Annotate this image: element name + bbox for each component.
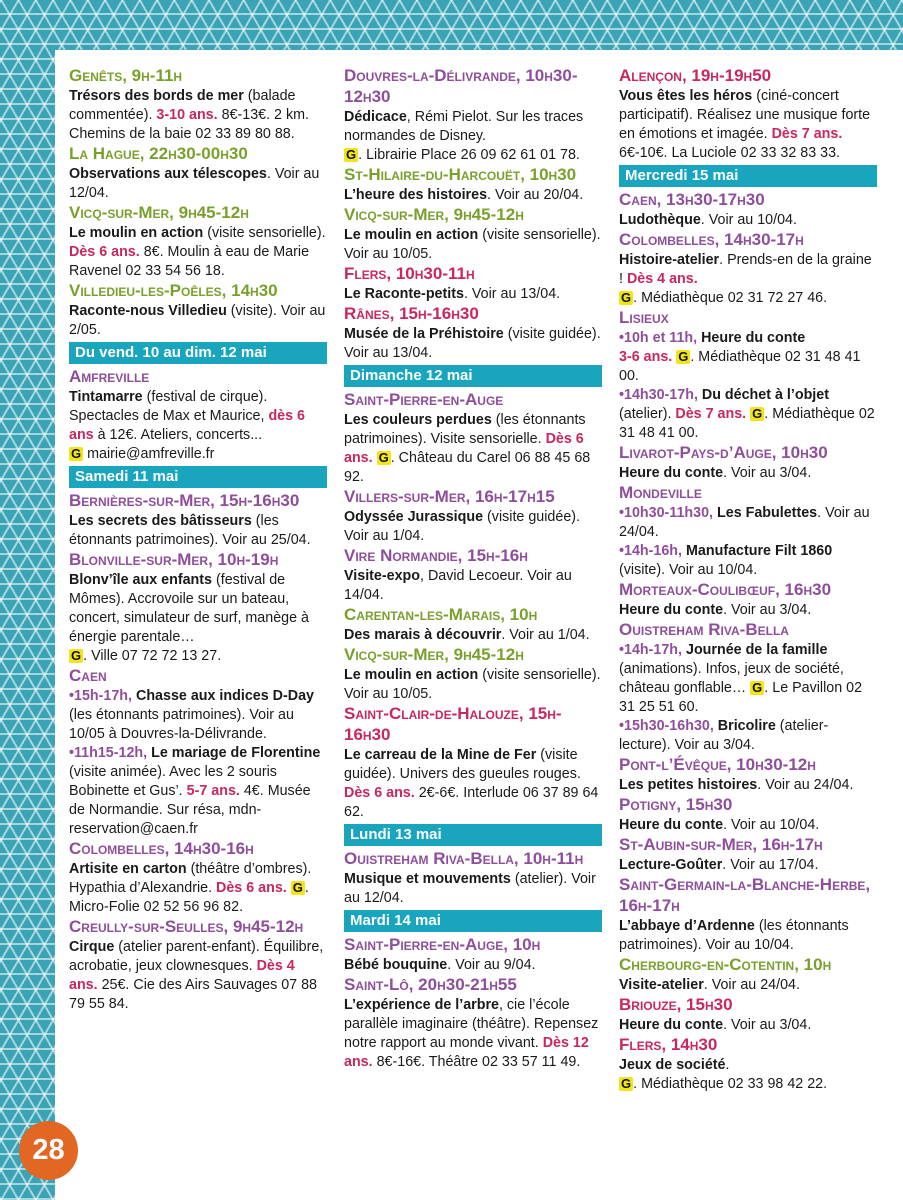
event-saint-lo bbox=[344, 975, 602, 1072]
event-st-hilaire bbox=[344, 165, 602, 205]
event-douvres bbox=[344, 66, 602, 165]
event-title: Heure du conte bbox=[619, 465, 724, 481]
event-text: . Voir au 3/04. bbox=[723, 1017, 812, 1033]
event-location: La Hague, 22h30-00h30 bbox=[69, 144, 248, 163]
event-title: Le moulin en action bbox=[344, 667, 479, 683]
event-genets bbox=[69, 66, 327, 144]
age-badge: Dès 6 ans. bbox=[69, 244, 140, 260]
event-text: 8€-16€. Théâtre 02 33 57 11 49. bbox=[372, 1054, 581, 1070]
event-text: . Voir au 10/04. bbox=[723, 817, 820, 833]
event-villedieu bbox=[69, 281, 327, 340]
event-text: (visite guidée). Voir au 1/04. bbox=[344, 509, 581, 544]
event-flers bbox=[619, 1035, 877, 1094]
event-time: •11h15-12h, bbox=[69, 745, 148, 761]
event-time: •15h-17h, bbox=[69, 688, 133, 704]
event-text: (visite sensorielle). Voir au 10/05. bbox=[344, 667, 601, 702]
event-location: Potigny, 15h30 bbox=[619, 795, 733, 814]
event-title: Musique et mouvements bbox=[344, 871, 511, 887]
event-vicq bbox=[344, 645, 602, 704]
event-title: Manufacture Filt 1860 bbox=[682, 543, 833, 559]
event-title: Les petites histoires bbox=[619, 777, 758, 793]
date-header: Mardi 14 mai bbox=[344, 910, 602, 932]
event-text: 6€-10€. La Luciole 02 33 32 83 33. bbox=[619, 145, 840, 161]
age-badge: 5-7 ans. bbox=[186, 783, 240, 799]
event-title: Les couleurs perdues bbox=[344, 412, 492, 428]
event-location: Ouistreham Riva-Bella, 10h-11h bbox=[344, 849, 584, 868]
event-potigny bbox=[619, 795, 877, 835]
age-badge: Dès 7 ans. bbox=[675, 406, 747, 422]
event-carentan bbox=[344, 605, 602, 645]
event-text: . Voir au 1/04. bbox=[501, 627, 590, 643]
event-title: L’heure des histoires bbox=[344, 187, 488, 203]
agenda-page bbox=[55, 50, 903, 1200]
event-text: (théâtre d’ombres). Hypathia d’Alexandrie. bbox=[69, 861, 312, 896]
event-time: •10h et 11h, bbox=[619, 330, 698, 346]
g-icon: G bbox=[678, 349, 689, 364]
event-vire bbox=[344, 546, 602, 605]
event-text: . Médiathèque 02 31 72 27 46. bbox=[633, 290, 828, 306]
event-location: Ouistreham Riva-Bella bbox=[619, 620, 789, 639]
event-text: . bbox=[725, 1057, 730, 1073]
event-title: Heure du conte bbox=[619, 817, 724, 833]
event-title: Jeux de société bbox=[619, 1057, 726, 1073]
event-text: . Voir au 12/04. bbox=[69, 166, 320, 201]
event-villers bbox=[344, 487, 602, 546]
event-text: . Librairie Place 26 09 62 61 01 78. bbox=[358, 147, 580, 163]
g-icon: G bbox=[752, 680, 763, 695]
age-badge: Dès 4 ans. bbox=[69, 958, 295, 993]
event-location: Pont-l’Évêque, 10h30-12h bbox=[619, 755, 816, 774]
date-header: Lundi 13 mai bbox=[344, 824, 602, 846]
event-lisieux bbox=[619, 308, 877, 443]
event-cherbourg bbox=[619, 955, 877, 995]
event-text: (visite guidée). Voir au 13/04. bbox=[344, 326, 601, 361]
event-location: Colombelles, 14h30-17h bbox=[619, 230, 804, 249]
g-icon: G bbox=[621, 1076, 632, 1091]
event-location: St-Hilaire-du-Harcouët, 10h30 bbox=[344, 165, 577, 184]
event-text: 25€. Cie des Airs Sauvages 07 88 79 55 84. bbox=[69, 977, 317, 1012]
event-text: (les étonnants patrimoines). Voir au 25/04. bbox=[69, 513, 311, 548]
g-icon: G bbox=[621, 290, 632, 305]
event-title: Les Fabulettes bbox=[713, 505, 818, 521]
event-text: . Voir au 24/04. bbox=[619, 505, 870, 540]
event-text: (visite guidée). Univers des gueules rouges. bbox=[344, 747, 581, 782]
event-ouistreham bbox=[344, 849, 602, 908]
g-icon: G bbox=[292, 880, 303, 895]
event-text: . Le Pavillon 02 31 25 51 60. bbox=[619, 680, 863, 715]
event-title: Heure du conte bbox=[619, 602, 724, 618]
column-3 bbox=[619, 66, 877, 1094]
g-icon: G bbox=[71, 446, 82, 461]
event-text: (atelier). Voir au 12/04. bbox=[344, 871, 596, 906]
event-title: Odyssée Jurassique bbox=[344, 509, 484, 525]
event-caen bbox=[619, 190, 877, 230]
event-location: Cherbourg-en-Cotentin, 10h bbox=[619, 955, 832, 974]
event-title: Journée de la famille bbox=[682, 642, 828, 658]
event-text: . Voir au 24/04. bbox=[703, 977, 800, 993]
event-text: . Médiathèque 02 33 98 42 22. bbox=[633, 1076, 828, 1092]
event-time: •14h30-17h, bbox=[619, 387, 698, 403]
event-title: Vous êtes les héros bbox=[619, 88, 753, 104]
event-text: , David Lecoeur. Voir au 14/04. bbox=[344, 568, 572, 603]
event-title: Observations aux télescopes bbox=[69, 166, 267, 182]
event-location: Creully-sur-Seulles, 9h45-12h bbox=[69, 917, 304, 936]
event-title: Chasse aux indices D-Day bbox=[132, 688, 314, 704]
event-colombelles bbox=[619, 230, 877, 308]
event-location: Alençon, 19h-19h50 bbox=[619, 66, 772, 85]
event-title: Heure du conte bbox=[619, 1017, 724, 1033]
age-badge: Dès 6 ans. bbox=[216, 880, 287, 896]
event-text: , Rémi Pielot. Sur les traces normandes de Disney. bbox=[344, 109, 584, 144]
date-header: Dimanche 12 mai bbox=[344, 365, 602, 387]
event-location: Briouze, 15h30 bbox=[619, 995, 733, 1014]
event-title: Des marais à découvrir bbox=[344, 627, 502, 643]
event-saint-clair bbox=[344, 704, 602, 822]
event-location: Colombelles, 14h30-16h bbox=[69, 839, 254, 858]
event-title: Le mariage de Florentine bbox=[147, 745, 321, 761]
event-text: . Voir au 3/04. bbox=[723, 602, 812, 618]
event-location: Vicq-sur-Mer, 9h45-12h bbox=[344, 205, 524, 224]
age-badge: Dès 6 ans. bbox=[344, 785, 415, 801]
event-text: . Voir au 9/04. bbox=[447, 957, 536, 973]
event-text: (festival de Mômes). Accrovoile sur un bateau, concert, simulateur de surf, manège à énergie parentale… bbox=[69, 572, 309, 645]
date-header: Mercredi 15 mai bbox=[619, 165, 877, 187]
event-title: Artisite en carton bbox=[69, 861, 187, 877]
event-title: L’abbaye d’Ardenne bbox=[619, 918, 755, 934]
event-morteaux bbox=[619, 580, 877, 620]
event-text: . Micro-Folie 02 52 56 96 82. bbox=[69, 880, 309, 915]
event-vicq bbox=[344, 205, 602, 264]
event-time: •15h30-16h30, bbox=[619, 718, 714, 734]
event-location: Vire Normandie, 15h-16h bbox=[344, 546, 528, 565]
event-title: Trésors des bords de mer bbox=[69, 88, 244, 104]
event-location: Villers-sur-Mer, 16h-17h15 bbox=[344, 487, 555, 506]
event-title: Raconte-nous Villedieu bbox=[69, 303, 227, 319]
event-title: Visite-expo bbox=[344, 568, 421, 584]
event-location: Mondeville bbox=[619, 483, 702, 502]
event-text: (visite animée). Avec les 2 souris Bobinette et Gus’. bbox=[69, 764, 277, 799]
event-title: Bébé bouquine bbox=[344, 957, 448, 973]
event-caen bbox=[69, 666, 327, 839]
event-location: Vicq-sur-Mer, 9h45-12h bbox=[69, 203, 249, 222]
event-location: Saint-Pierre-en-Auge bbox=[344, 390, 504, 409]
age-badge: Dès 4 ans. bbox=[626, 271, 698, 287]
event-saint-pierre bbox=[344, 935, 602, 975]
event-title: Musée de la Préhistoire bbox=[344, 326, 504, 342]
g-icon: G bbox=[71, 648, 82, 663]
event-ouistreham bbox=[619, 620, 877, 755]
event-text: (atelier-lecture). Voir au 3/04. bbox=[619, 718, 829, 753]
event-text: . Voir au 17/04. bbox=[722, 857, 819, 873]
event-pont-leveque bbox=[619, 755, 877, 795]
event-alencon bbox=[619, 66, 877, 163]
event-time: •10h30-11h30, bbox=[619, 505, 714, 521]
event-text: (animations). Infos, jeux de société, château gonflable… bbox=[619, 661, 844, 696]
event-location: Douvres-la-Délivrande, 10h30-12h30 bbox=[344, 66, 578, 106]
date-header: Du vend. 10 au dim. 12 mai bbox=[69, 342, 327, 364]
event-location: Blonville-sur-Mer, 10h-19h bbox=[69, 550, 279, 569]
event-text: . Voir au 10/04. bbox=[700, 212, 797, 228]
event-location: Lisieux bbox=[619, 308, 669, 327]
event-colombelles bbox=[69, 839, 327, 917]
event-st-aubin bbox=[619, 835, 877, 875]
event-title: Histoire-atelier bbox=[619, 252, 720, 268]
event-title: Tintamarre bbox=[69, 389, 143, 405]
event-ranes bbox=[344, 304, 602, 363]
event-text: 8€-13€. 2 km. Chemins de la baie 02 33 89 80 88. bbox=[69, 107, 309, 142]
event-title: Les secrets des bâtisseurs bbox=[69, 513, 252, 529]
age-badge: Dès 7 ans. bbox=[771, 126, 843, 142]
event-location: Carentan-les-Marais, 10h bbox=[344, 605, 538, 624]
event-text: (atelier parent-enfant). Équilibre, acrobatie, jeux clownesques. bbox=[69, 939, 324, 974]
event-title: Le Raconte-petits bbox=[344, 286, 464, 302]
event-location: St-Aubin-sur-Mer, 16h-17h bbox=[619, 835, 823, 854]
g-icon: G bbox=[378, 450, 389, 465]
event-bernieres bbox=[69, 491, 327, 550]
event-text: mairie@amfreville.fr bbox=[83, 446, 215, 462]
event-location: Villedieu-les-Poêles, 14h30 bbox=[69, 281, 278, 300]
page-number-badge: 28 bbox=[19, 1121, 78, 1180]
event-location: Saint-Lô, 20h30-21h55 bbox=[344, 975, 517, 994]
event-title: Du déchet à l’objet bbox=[697, 387, 829, 403]
event-title: Le moulin en action bbox=[344, 227, 479, 243]
event-text: (les étonnants patrimoines). Voir au 10/04. bbox=[619, 918, 849, 953]
event-title: Cirque bbox=[69, 939, 115, 955]
event-text: . Voir au 20/04. bbox=[487, 187, 584, 203]
event-location: Caen, 13h30-17h30 bbox=[619, 190, 765, 209]
age-badge: 3-10 ans. bbox=[156, 107, 218, 123]
event-text: . Voir au 24/04. bbox=[757, 777, 854, 793]
event-blonville bbox=[69, 550, 327, 666]
g-icon: G bbox=[346, 147, 357, 162]
event-text: 8€. Moulin à eau de Marie Ravenel 02 33 54 56 18. bbox=[69, 244, 310, 279]
event-flers bbox=[344, 264, 602, 304]
event-text: 2€-6€. Interlude 06 37 89 64 62. bbox=[344, 785, 599, 820]
age-badge: 3-6 ans. bbox=[619, 349, 673, 365]
event-title: Le carreau de la Mine de Fer bbox=[344, 747, 537, 763]
column-2 bbox=[344, 66, 602, 1072]
event-title: L’expérience de l’arbre bbox=[344, 997, 499, 1013]
event-location: Genêts, 9h-11h bbox=[69, 66, 183, 85]
age-badge: dès 6 ans bbox=[69, 408, 306, 443]
event-title: Heure du conte bbox=[697, 330, 806, 346]
event-text: (visite). Voir au 2/05. bbox=[69, 303, 326, 338]
event-creully bbox=[69, 917, 327, 1014]
event-location: Caen bbox=[69, 666, 107, 685]
event-title: Lecture-Goûter bbox=[619, 857, 723, 873]
event-title: Le moulin en action bbox=[69, 225, 204, 241]
event-text: à 12€. Ateliers, concerts... bbox=[93, 427, 263, 443]
event-location: Saint-Pierre-en-Auge, 10h bbox=[344, 935, 541, 954]
event-text: (atelier). bbox=[619, 406, 676, 422]
date-header: Samedi 11 mai bbox=[69, 466, 327, 488]
event-saint-pierre bbox=[344, 390, 602, 487]
event-location: Amfreville bbox=[69, 367, 150, 386]
event-text: 4€. Musée de Normandie. Sur résa, mdn-reservation@caen.fr bbox=[69, 783, 311, 837]
event-text: (visite sensorielle). Voir au 10/05. bbox=[344, 227, 601, 262]
event-text: (les étonnants patrimoines). Visite sensorielle. bbox=[344, 412, 586, 447]
event-text: (visite sensorielle). bbox=[203, 225, 326, 241]
event-location: Flers, 10h30-11h bbox=[344, 264, 475, 283]
event-text: (visite). Voir au 10/04. bbox=[619, 562, 758, 578]
event-text: . Médiathèque 02 31 48 41 00. bbox=[619, 349, 861, 384]
event-title: Bricolire bbox=[713, 718, 776, 734]
column-1 bbox=[69, 66, 327, 1014]
event-text: . Voir au 13/04. bbox=[463, 286, 561, 302]
event-text: (ciné-concert participatif). Réalisez une musique forte en émotions et imagée. bbox=[619, 88, 871, 142]
event-time: •14h-17h, bbox=[619, 642, 683, 658]
event-saint-germain bbox=[619, 875, 877, 955]
event-la-hague bbox=[69, 144, 327, 203]
event-text: . Prends-en de la graine ! bbox=[619, 252, 872, 287]
event-mondeville bbox=[619, 483, 877, 580]
event-text: (balade commentée). bbox=[69, 88, 296, 123]
event-location: Vicq-sur-Mer, 9h45-12h bbox=[344, 645, 524, 664]
event-livarot bbox=[619, 443, 877, 483]
event-location: Morteaux-Coulibœuf, 16h30 bbox=[619, 580, 832, 599]
event-text: (festival de cirque). Spectacles de Max et Maurice, bbox=[69, 389, 269, 424]
event-location: Flers, 14h30 bbox=[619, 1035, 718, 1054]
event-briouze bbox=[619, 995, 877, 1035]
event-title: Dédicace bbox=[344, 109, 407, 125]
event-location: Rânes, 15h-16h30 bbox=[344, 304, 479, 323]
event-vicq bbox=[69, 203, 327, 281]
event-title: Ludothèque bbox=[619, 212, 701, 228]
age-badge: Dès 12 ans. bbox=[344, 1035, 589, 1070]
event-text: (les étonnants patrimoines). Voir au 10/05 à Douvres-la-Délivrande. bbox=[69, 707, 294, 742]
event-time: •14h-16h, bbox=[619, 543, 683, 559]
event-text: . Château du Carel 06 88 45 68 92. bbox=[344, 450, 591, 485]
event-location: Bernières-sur-Mer, 15h-16h30 bbox=[69, 491, 300, 510]
event-text: , cie l’école parallèle imaginaire (théâtre). Repensez notre rapport au monde vivant. bbox=[344, 997, 599, 1051]
event-location: Livarot-Pays-d’Auge, 10h30 bbox=[619, 443, 828, 462]
event-title: Visite-atelier bbox=[619, 977, 704, 993]
event-text: . Voir au 3/04. bbox=[723, 465, 812, 481]
age-badge: Dès 6 ans. bbox=[344, 431, 584, 466]
g-icon: G bbox=[752, 406, 763, 421]
event-location: Saint-Germain-la-Blanche-Herbe, 16h-17h bbox=[619, 875, 871, 915]
event-text: . Ville 07 72 72 13 27. bbox=[83, 648, 222, 664]
event-amfreville bbox=[69, 367, 327, 464]
event-text: . Médiathèque 02 31 48 41 00. bbox=[619, 406, 875, 441]
event-location: Saint-Clair-de-Halouze, 15h-16h30 bbox=[344, 704, 562, 744]
event-title: Blonv’île aux enfants bbox=[69, 572, 213, 588]
